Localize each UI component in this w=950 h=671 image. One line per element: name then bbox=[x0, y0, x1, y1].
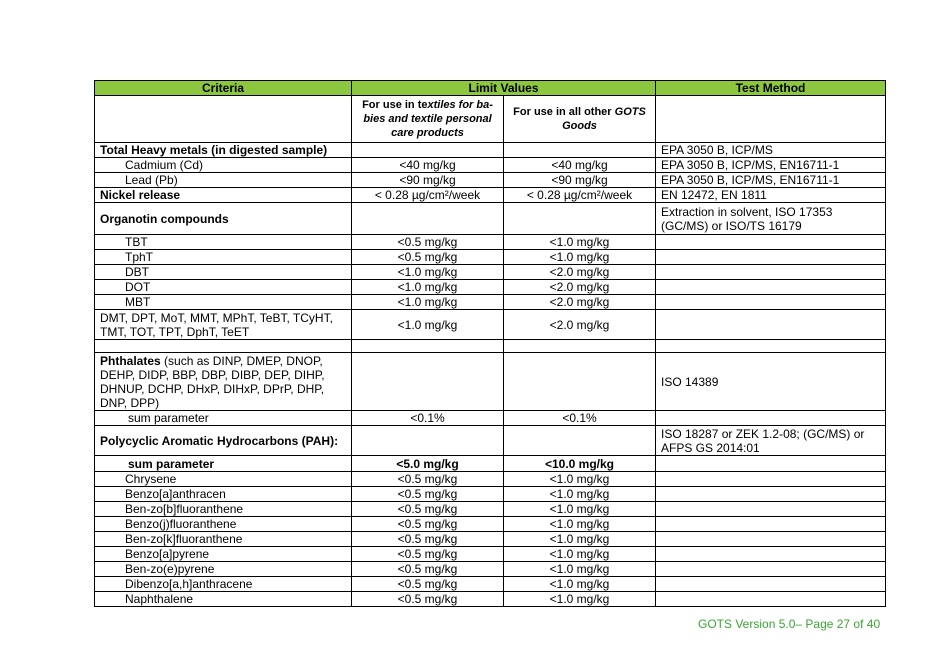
row-criteria: Ben-zo[k]fluoranthene bbox=[95, 532, 352, 547]
row-babies-limit: <0.5 mg/kg bbox=[352, 487, 504, 502]
row-babies-limit: <0.5 mg/kg bbox=[352, 532, 504, 547]
row-test-method bbox=[656, 502, 886, 517]
row-babies-limit: <0.5 mg/kg bbox=[352, 592, 504, 607]
row-babies-limit: <0.5 mg/kg bbox=[352, 577, 504, 592]
row-other-limit: <2.0 mg/kg bbox=[504, 295, 656, 310]
row-criteria: Chrysene bbox=[95, 472, 352, 487]
row-other-limit: <1.0 mg/kg bbox=[504, 592, 656, 607]
row-other-limit: <1.0 mg/kg bbox=[504, 562, 656, 577]
row-babies-limit: <5.0 mg/kg bbox=[352, 456, 504, 472]
row-test-method bbox=[656, 280, 886, 295]
table-row bbox=[95, 143, 886, 158]
row-babies-limit: <0.5 mg/kg bbox=[352, 547, 504, 562]
row-other-limit bbox=[504, 143, 656, 158]
row-test-method bbox=[656, 532, 886, 547]
row-test-method: EPA 3050 B, ICP/MS bbox=[656, 143, 886, 158]
row-babies-limit: <0.5 mg/kg bbox=[352, 235, 504, 250]
table-row bbox=[95, 577, 886, 592]
table-row bbox=[95, 158, 886, 173]
row-babies-limit: <0.5 mg/kg bbox=[352, 472, 504, 487]
table-row bbox=[95, 188, 886, 203]
table-row bbox=[95, 592, 886, 607]
row-criteria: Organotin compounds bbox=[95, 203, 352, 235]
row-other-limit bbox=[504, 426, 656, 456]
header-criteria: Criteria bbox=[95, 81, 352, 96]
row-test-method: EPA 3050 B, ICP/MS, EN16711-1 bbox=[656, 173, 886, 188]
row-other-limit: <40 mg/kg bbox=[504, 158, 656, 173]
row-criteria: Ben-zo[b]fluoranthene bbox=[95, 502, 352, 517]
row-other-limit: <10.0 mg/kg bbox=[504, 456, 656, 472]
row-babies-limit: <0.1% bbox=[352, 411, 504, 426]
row-criteria: Naphthalene bbox=[95, 592, 352, 607]
table-row bbox=[95, 295, 886, 310]
row-babies-limit: < 0.28 µg/cm²/week bbox=[352, 188, 504, 203]
table-row bbox=[95, 411, 886, 426]
row-babies-limit: <1.0 mg/kg bbox=[352, 280, 504, 295]
row-criteria: DOT bbox=[95, 280, 352, 295]
row-test-method bbox=[656, 310, 886, 340]
row-babies-limit: <1.0 mg/kg bbox=[352, 265, 504, 280]
table-row bbox=[95, 280, 886, 295]
row-criteria: Dibenzo[a,h]anthracene bbox=[95, 577, 352, 592]
table-row bbox=[95, 562, 886, 577]
table-row bbox=[95, 547, 886, 562]
table-row bbox=[95, 472, 886, 487]
row-babies-limit: <1.0 mg/kg bbox=[352, 295, 504, 310]
row-criteria: Benzo[a]pyrene bbox=[95, 547, 352, 562]
row-other-limit: <2.0 mg/kg bbox=[504, 265, 656, 280]
row-babies-limit: <0.5 mg/kg bbox=[352, 250, 504, 265]
row-test-method bbox=[656, 472, 886, 487]
row-babies-limit: <90 mg/kg bbox=[352, 173, 504, 188]
row-other-limit: <90 mg/kg bbox=[504, 173, 656, 188]
row-test-method bbox=[656, 562, 886, 577]
row-criteria: Lead (Pb) bbox=[95, 173, 352, 188]
row-test-method bbox=[656, 295, 886, 310]
row-other-limit: <0.1% bbox=[504, 411, 656, 426]
criteria-table bbox=[94, 80, 886, 607]
row-test-method bbox=[656, 577, 886, 592]
row-other-limit: <1.0 mg/kg bbox=[504, 532, 656, 547]
row-test-method: EN 12472, EN 1811 bbox=[656, 188, 886, 203]
row-criteria: TBT bbox=[95, 235, 352, 250]
table-row bbox=[95, 426, 886, 456]
row-other-limit: <1.0 mg/kg bbox=[504, 502, 656, 517]
table-row bbox=[95, 265, 886, 280]
row-other-limit: <1.0 mg/kg bbox=[504, 487, 656, 502]
row-other-limit: <2.0 mg/kg bbox=[504, 280, 656, 295]
subheader-row bbox=[95, 96, 886, 143]
row-test-method bbox=[656, 592, 886, 607]
row-criteria: Nickel release bbox=[95, 188, 352, 203]
row-criteria: Benzo(j)fluoranthene bbox=[95, 517, 352, 532]
subheader-empty bbox=[95, 96, 352, 143]
row-babies-limit bbox=[352, 426, 504, 456]
subheader-babies: For use in textiles for babies and textile personal care products bbox=[352, 96, 504, 143]
row-criteria: Ben-zo(e)pyrene bbox=[95, 562, 352, 577]
row-criteria: sum parameter bbox=[95, 411, 352, 426]
row-babies-limit bbox=[352, 203, 504, 235]
row-criteria: Total Heavy metals (in digested sample) bbox=[95, 143, 352, 158]
row-criteria: DMT, DPT, MoT, MMT, MPhT, TeBT, TCyHT, TMT, TOT, TPT, DphT, TeET bbox=[95, 310, 352, 340]
table-row bbox=[95, 203, 886, 235]
row-criteria: Cadmium (Cd) bbox=[95, 158, 352, 173]
subheader-empty-method bbox=[656, 96, 886, 143]
header-row bbox=[95, 81, 886, 96]
row-other-limit: <1.0 mg/kg bbox=[504, 235, 656, 250]
table-row bbox=[95, 310, 886, 340]
row-test-method: EPA 3050 B, ICP/MS, EN16711-1 bbox=[656, 158, 886, 173]
table-row bbox=[95, 353, 886, 411]
row-criteria: TphT bbox=[95, 250, 352, 265]
row-test-method bbox=[656, 340, 886, 353]
subheader-other: For use in all other GOTS Goods bbox=[504, 96, 656, 143]
header-test-method: Test Method bbox=[656, 81, 886, 96]
row-test-method: ISO 14389 bbox=[656, 353, 886, 411]
row-babies-limit: <0.5 mg/kg bbox=[352, 562, 504, 577]
row-criteria: Polycyclic Aromatic Hydrocarbons (PAH): bbox=[95, 426, 352, 456]
row-other-limit: <1.0 mg/kg bbox=[504, 547, 656, 562]
row-babies-limit bbox=[352, 353, 504, 411]
row-other-limit: < 0.28 µg/cm²/week bbox=[504, 188, 656, 203]
row-babies-limit bbox=[352, 340, 504, 353]
row-criteria: MBT bbox=[95, 295, 352, 310]
table-row bbox=[95, 250, 886, 265]
table-row bbox=[95, 517, 886, 532]
row-criteria: Phthalates (such as DINP, DMEP, DNOP, DEHP, DIDP, BBP, DBP, DIBP, DEP, DIHP, DHNUP, DCHP, DHxP, DIHxP, DPrP, DHP, DNP, DPP) bbox=[95, 353, 352, 411]
row-other-limit: <1.0 mg/kg bbox=[504, 517, 656, 532]
table-row bbox=[95, 456, 886, 472]
table-row bbox=[95, 502, 886, 517]
row-test-method bbox=[656, 235, 886, 250]
row-test-method bbox=[656, 487, 886, 502]
row-criteria bbox=[95, 340, 352, 353]
table-row-empty bbox=[95, 340, 886, 353]
row-other-limit: <2.0 mg/kg bbox=[504, 310, 656, 340]
row-test-method bbox=[656, 265, 886, 280]
row-babies-limit bbox=[352, 143, 504, 158]
row-other-limit bbox=[504, 340, 656, 353]
header-limit-values: Limit Values bbox=[352, 81, 656, 96]
row-other-limit: <1.0 mg/kg bbox=[504, 472, 656, 487]
table-row bbox=[95, 235, 886, 250]
row-babies-limit: <0.5 mg/kg bbox=[352, 502, 504, 517]
row-test-method bbox=[656, 456, 886, 472]
row-other-limit bbox=[504, 353, 656, 411]
row-other-limit bbox=[504, 203, 656, 235]
row-test-method: ISO 18287 or ZEK 1.2-08; (GC/MS) or AFPS GS 2014:01 bbox=[656, 426, 886, 456]
row-other-limit: <1.0 mg/kg bbox=[504, 577, 656, 592]
row-criteria: DBT bbox=[95, 265, 352, 280]
row-other-limit: <1.0 mg/kg bbox=[504, 250, 656, 265]
row-test-method bbox=[656, 411, 886, 426]
row-test-method bbox=[656, 517, 886, 532]
row-babies-limit: <40 mg/kg bbox=[352, 158, 504, 173]
row-criteria: Benzo[a]anthracen bbox=[95, 487, 352, 502]
table-row bbox=[95, 487, 886, 502]
row-criteria: sum parameter bbox=[95, 456, 352, 472]
row-babies-limit: <1.0 mg/kg bbox=[352, 310, 504, 340]
table-row bbox=[95, 173, 886, 188]
row-test-method: Extraction in solvent, ISO 17353 (GC/MS) or ISO/TS 16179 bbox=[656, 203, 886, 235]
page-footer: GOTS Version 5.0– Page 27 of 40 bbox=[698, 617, 881, 631]
row-test-method bbox=[656, 250, 886, 265]
row-babies-limit: <0.5 mg/kg bbox=[352, 517, 504, 532]
table-row bbox=[95, 532, 886, 547]
row-test-method bbox=[656, 547, 886, 562]
